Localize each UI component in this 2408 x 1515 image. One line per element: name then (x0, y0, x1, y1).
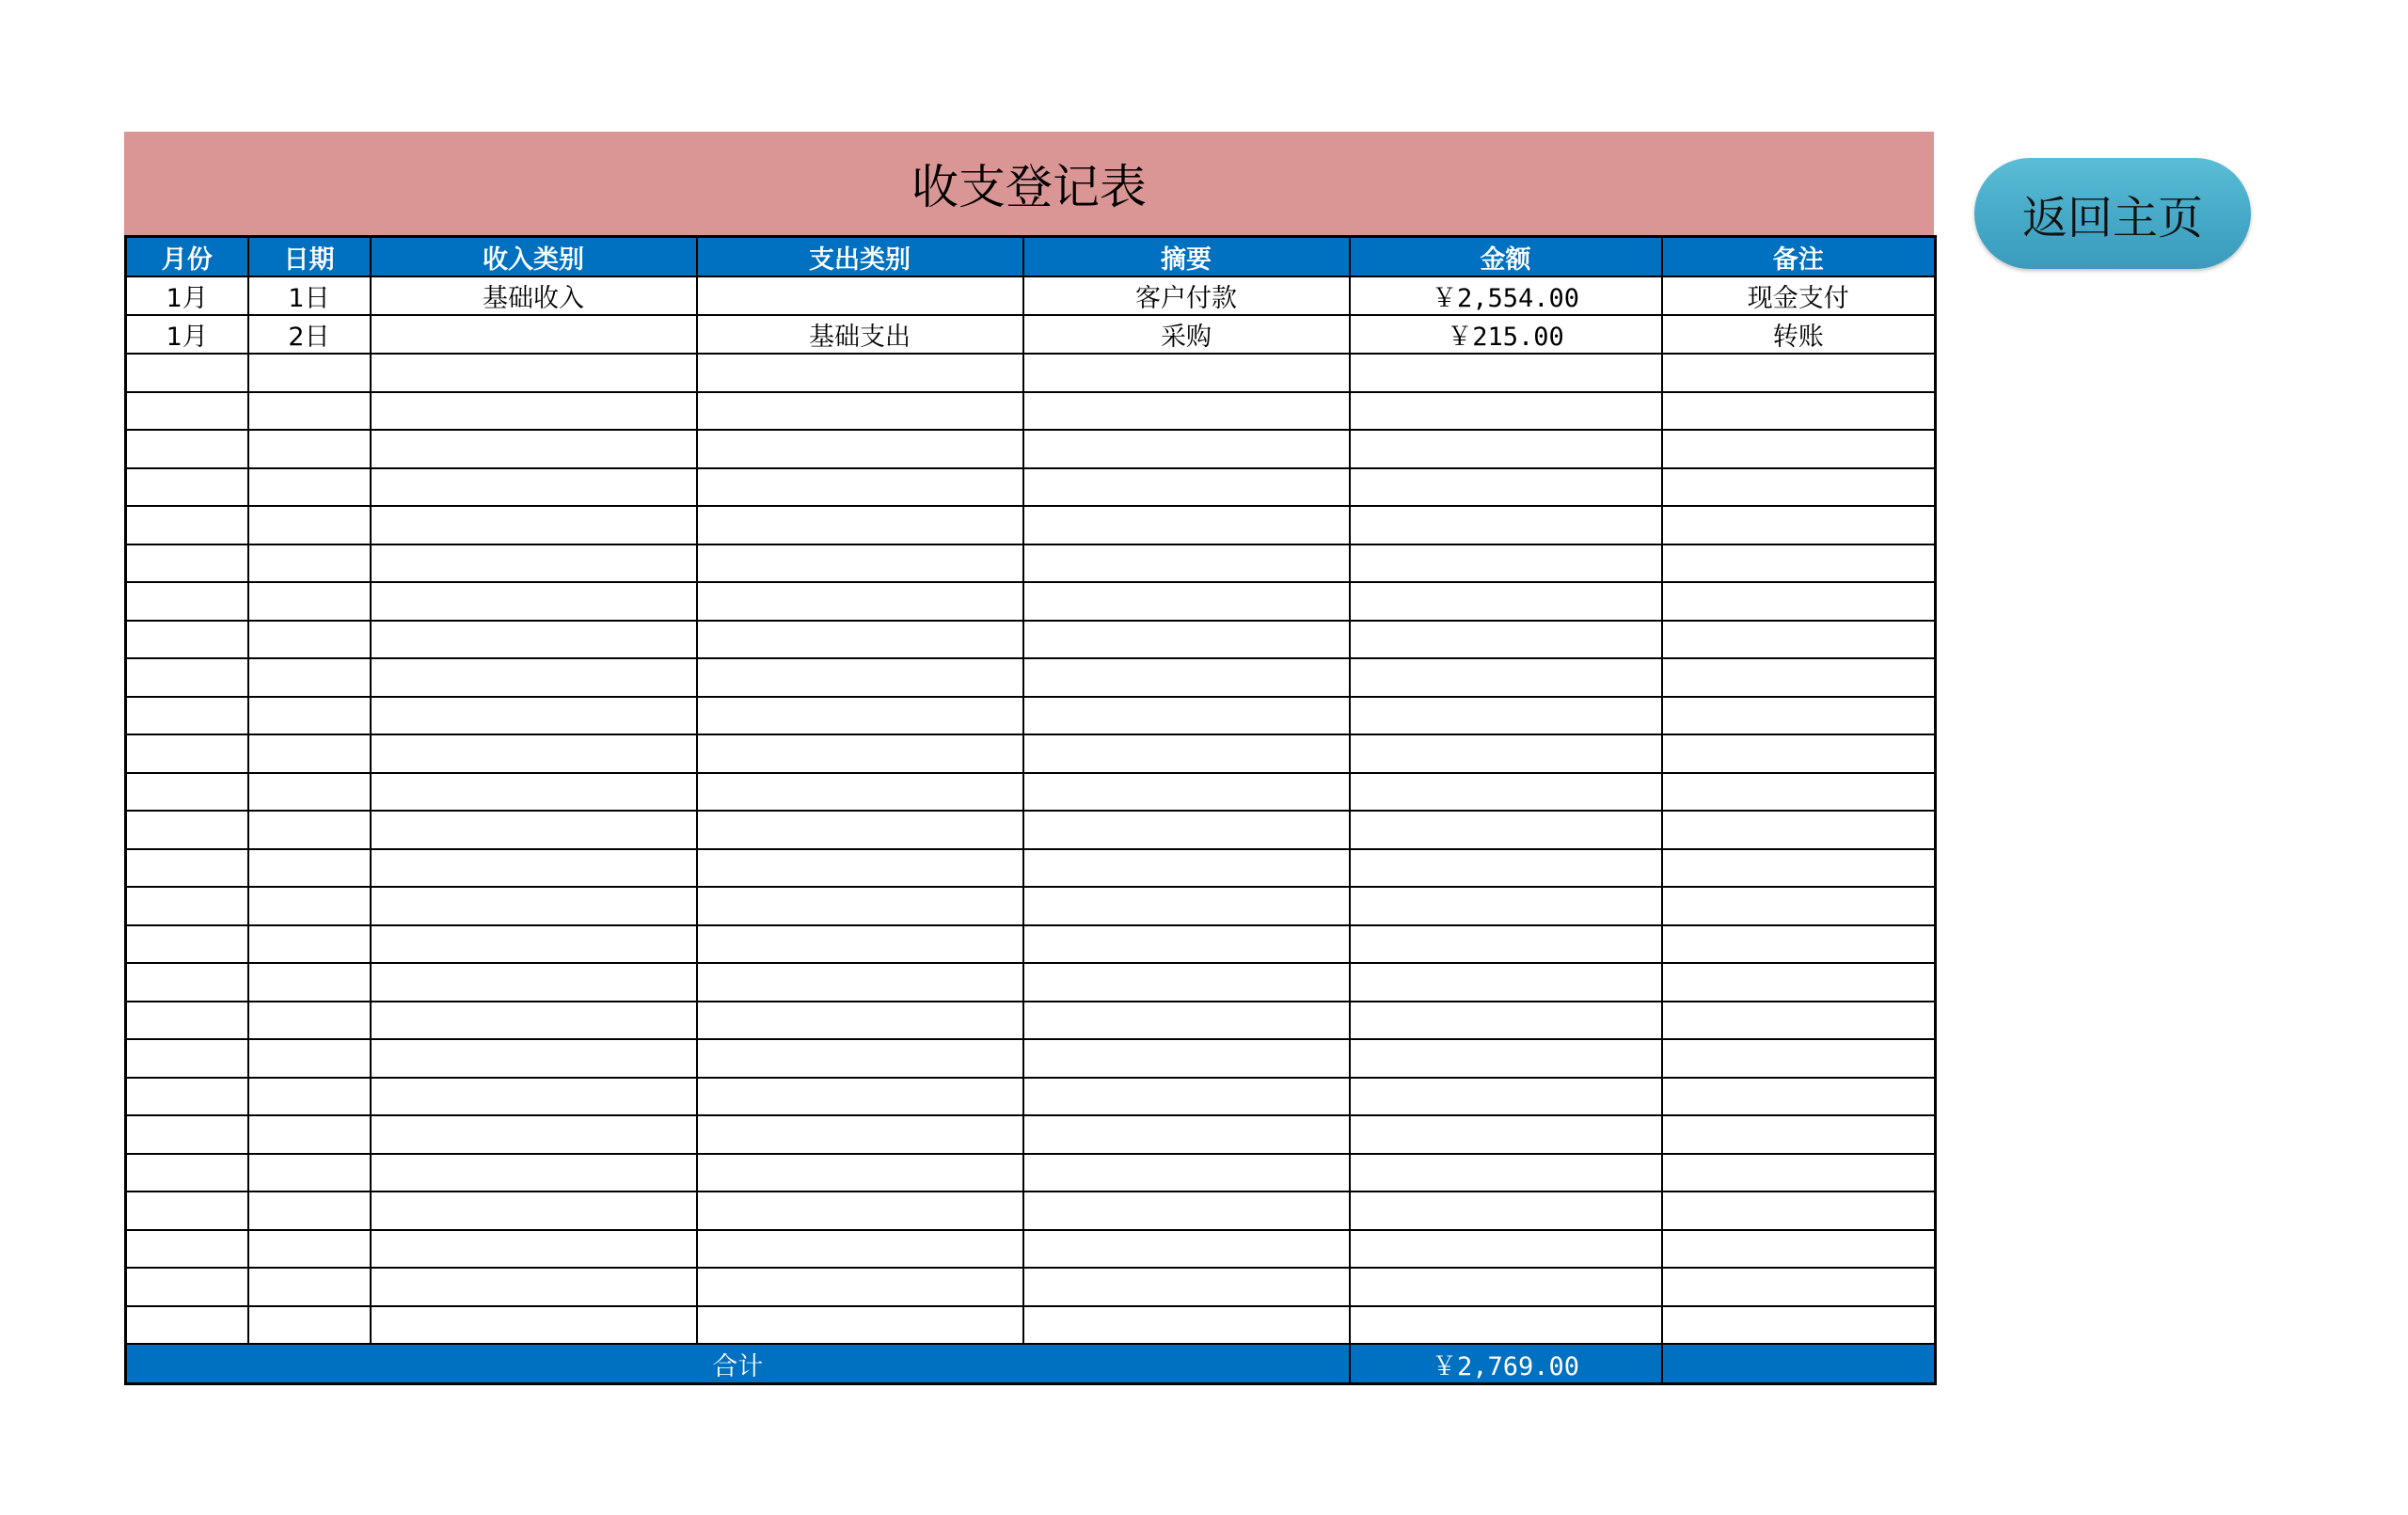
cell-day[interactable] (248, 773, 371, 812)
header-row (126, 237, 1936, 277)
cell-month[interactable] (126, 1078, 248, 1116)
cell-income-category[interactable] (371, 315, 697, 354)
cell-summary[interactable] (1023, 430, 1350, 468)
cell-month[interactable] (126, 1115, 248, 1154)
cell-remarks[interactable]: 转账 (1662, 315, 1936, 354)
table-row (126, 430, 1936, 468)
cell-amount[interactable] (1350, 621, 1662, 659)
cell-amount[interactable] (1350, 544, 1662, 583)
table-row (126, 621, 1936, 659)
cell-summary[interactable] (1023, 1230, 1350, 1269)
cell-amount[interactable] (1350, 468, 1662, 507)
cell-income-category[interactable] (371, 849, 697, 888)
cell-remarks[interactable] (1662, 925, 1936, 964)
cell-day[interactable] (248, 963, 371, 1002)
cell-amount[interactable] (1350, 773, 1662, 812)
cell-expense-category[interactable] (697, 1039, 1023, 1078)
cell-expense-category[interactable]: 基础支出 (697, 315, 1023, 354)
cell-day[interactable] (248, 887, 371, 925)
total-label-cell[interactable]: 合计 (126, 1344, 1350, 1384)
table-row (126, 276, 1936, 315)
table-row (126, 658, 1936, 697)
cell-summary[interactable] (1023, 392, 1350, 431)
cell-day[interactable] (248, 697, 371, 735)
cell-month[interactable] (126, 1306, 248, 1345)
cell-amount[interactable] (1350, 582, 1662, 621)
cell-income-category[interactable] (371, 925, 697, 964)
cell-day[interactable] (248, 1306, 371, 1345)
table-row (126, 1306, 1936, 1345)
cell-amount[interactable] (1350, 963, 1662, 1002)
cell-expense-category[interactable] (697, 1115, 1023, 1154)
cell-summary[interactable] (1023, 887, 1350, 925)
cell-income-category[interactable] (371, 1115, 697, 1154)
cell-income-category[interactable] (371, 887, 697, 925)
cell-income-category[interactable] (371, 544, 697, 583)
cell-expense-category[interactable] (697, 887, 1023, 925)
cell-income-category[interactable] (371, 1191, 697, 1230)
table-row (126, 734, 1936, 773)
cell-remarks[interactable] (1662, 658, 1936, 697)
cell-amount[interactable] (1350, 1306, 1662, 1345)
cell-summary[interactable] (1023, 697, 1350, 735)
cell-income-category[interactable]: 基础收入 (371, 276, 697, 315)
cell-month[interactable] (126, 354, 248, 392)
cell-expense-category[interactable] (697, 430, 1023, 468)
cell-income-category[interactable] (371, 963, 697, 1002)
cell-expense-category[interactable] (697, 354, 1023, 392)
cell-expense-category[interactable] (697, 963, 1023, 1002)
column-header-month[interactable]: 月份 (126, 237, 248, 277)
cell-day[interactable] (248, 1115, 371, 1154)
cell-remarks[interactable] (1662, 963, 1936, 1002)
cell-month[interactable] (126, 468, 248, 507)
column-header-income-category[interactable]: 收入类别 (371, 237, 697, 277)
cell-remarks[interactable] (1662, 1154, 1936, 1192)
cell-day[interactable] (248, 621, 371, 659)
cell-month[interactable] (126, 1002, 248, 1040)
cell-amount[interactable]: ￥2,554.00 (1350, 276, 1662, 315)
cell-remarks[interactable] (1662, 734, 1936, 773)
cell-month[interactable] (126, 811, 248, 849)
table-row (126, 315, 1936, 354)
cell-remarks[interactable] (1662, 1191, 1936, 1230)
cell-income-category[interactable] (371, 697, 697, 735)
table-row (126, 773, 1936, 812)
cell-day[interactable] (248, 354, 371, 392)
cell-remarks[interactable] (1662, 773, 1936, 812)
cell-month[interactable] (126, 658, 248, 697)
cell-summary[interactable] (1023, 925, 1350, 964)
cell-remarks[interactable] (1662, 1039, 1936, 1078)
cell-summary[interactable] (1023, 354, 1350, 392)
cell-month[interactable] (126, 582, 248, 621)
column-header-remarks[interactable]: 备注 (1662, 237, 1936, 277)
cell-remarks[interactable] (1662, 621, 1936, 659)
total-amount-cell[interactable]: ￥2,769.00 (1350, 1344, 1662, 1384)
cell-amount[interactable] (1350, 1230, 1662, 1269)
cell-expense-category[interactable] (697, 468, 1023, 507)
cell-amount[interactable]: ￥215.00 (1350, 315, 1662, 354)
return-home-button[interactable]: 返回主页 (1974, 158, 2251, 269)
cell-day[interactable] (248, 925, 371, 964)
cell-expense-category[interactable] (697, 544, 1023, 583)
cell-expense-category[interactable] (697, 734, 1023, 773)
cell-day[interactable] (248, 1002, 371, 1040)
cell-remarks[interactable] (1662, 1230, 1936, 1269)
cell-month[interactable] (126, 1039, 248, 1078)
cell-day[interactable] (248, 1154, 371, 1192)
cell-remarks[interactable] (1662, 582, 1936, 621)
cell-summary[interactable] (1023, 1115, 1350, 1154)
cell-amount[interactable] (1350, 811, 1662, 849)
column-header-summary[interactable]: 摘要 (1023, 237, 1350, 277)
cell-amount[interactable] (1350, 354, 1662, 392)
column-header-day[interactable]: 日期 (248, 237, 371, 277)
cell-amount[interactable] (1350, 392, 1662, 431)
cell-month[interactable]: 1月 (126, 315, 248, 354)
cell-summary[interactable] (1023, 849, 1350, 888)
cell-expense-category[interactable] (697, 506, 1023, 544)
table-row (126, 1268, 1936, 1306)
cell-day[interactable]: 2日 (248, 315, 371, 354)
cell-month[interactable] (126, 506, 248, 544)
cell-income-category[interactable] (371, 1002, 697, 1040)
cell-day[interactable]: 1日 (248, 276, 371, 315)
cell-summary[interactable] (1023, 1039, 1350, 1078)
cell-amount[interactable] (1350, 506, 1662, 544)
cell-month[interactable] (126, 925, 248, 964)
cell-day[interactable] (248, 392, 371, 431)
cell-summary[interactable] (1023, 811, 1350, 849)
cell-summary[interactable] (1023, 734, 1350, 773)
cell-summary[interactable] (1023, 544, 1350, 583)
cell-expense-category[interactable] (697, 1306, 1023, 1345)
cell-day[interactable] (248, 468, 371, 507)
cell-amount[interactable] (1350, 849, 1662, 888)
cell-expense-category[interactable] (697, 582, 1023, 621)
cell-summary[interactable] (1023, 1002, 1350, 1040)
table-row (126, 697, 1936, 735)
cell-expense-category[interactable] (697, 621, 1023, 659)
cell-month[interactable] (126, 1268, 248, 1306)
cell-month[interactable] (126, 430, 248, 468)
cell-day[interactable] (248, 734, 371, 773)
table-row (126, 1002, 1936, 1040)
sheet-title: 收支登记表 (124, 132, 1934, 235)
cell-expense-category[interactable] (697, 276, 1023, 315)
table-row (126, 811, 1936, 849)
ledger-table (124, 235, 1937, 1385)
cell-month[interactable] (126, 392, 248, 431)
cell-amount[interactable] (1350, 1154, 1662, 1192)
cell-month[interactable] (126, 773, 248, 812)
table-row (126, 1154, 1936, 1192)
cell-summary[interactable] (1023, 1268, 1350, 1306)
cell-income-category[interactable] (371, 1039, 697, 1078)
table-row (126, 1115, 1936, 1154)
cell-remarks[interactable] (1662, 849, 1936, 888)
table-row (126, 392, 1936, 431)
cell-summary[interactable] (1023, 1078, 1350, 1116)
cell-day[interactable] (248, 811, 371, 849)
cell-expense-category[interactable] (697, 1191, 1023, 1230)
cell-income-category[interactable] (371, 734, 697, 773)
cell-amount[interactable] (1350, 658, 1662, 697)
cell-income-category[interactable] (371, 1154, 697, 1192)
cell-income-category[interactable] (371, 506, 697, 544)
cell-day[interactable] (248, 1191, 371, 1230)
cell-month[interactable] (126, 697, 248, 735)
cell-summary[interactable] (1023, 773, 1350, 812)
cell-month[interactable]: 1月 (126, 276, 248, 315)
cell-expense-category[interactable] (697, 811, 1023, 849)
cell-day[interactable] (248, 1230, 371, 1269)
cell-month[interactable] (126, 1191, 248, 1230)
cell-summary[interactable]: 客户付款 (1023, 276, 1350, 315)
cell-amount[interactable] (1350, 1191, 1662, 1230)
cell-expense-category[interactable] (697, 849, 1023, 888)
cell-summary[interactable] (1023, 1306, 1350, 1345)
cell-remarks[interactable] (1662, 506, 1936, 544)
cell-amount[interactable] (1350, 697, 1662, 735)
table-row (126, 1191, 1936, 1230)
cell-day[interactable] (248, 849, 371, 888)
cell-income-category[interactable] (371, 430, 697, 468)
cell-income-category[interactable] (371, 773, 697, 812)
table-row (126, 849, 1936, 888)
cell-expense-category[interactable] (697, 1002, 1023, 1040)
cell-month[interactable] (126, 887, 248, 925)
cell-remarks[interactable] (1662, 1002, 1936, 1040)
cell-summary[interactable] (1023, 506, 1350, 544)
cell-income-category[interactable] (371, 1306, 697, 1345)
cell-income-category[interactable] (371, 658, 697, 697)
cell-remarks[interactable] (1662, 430, 1936, 468)
cell-summary[interactable] (1023, 582, 1350, 621)
cell-expense-category[interactable] (697, 1268, 1023, 1306)
cell-expense-category[interactable] (697, 697, 1023, 735)
total-row (126, 1344, 1936, 1384)
cell-remarks[interactable] (1662, 544, 1936, 583)
cell-remarks[interactable] (1662, 468, 1936, 507)
cell-summary[interactable] (1023, 963, 1350, 1002)
cell-remarks[interactable] (1662, 811, 1936, 849)
ledger-sheet (124, 132, 1934, 1385)
ledger-body (126, 276, 1936, 1344)
cell-income-category[interactable] (371, 354, 697, 392)
cell-day[interactable] (248, 658, 371, 697)
cell-remarks[interactable] (1662, 392, 1936, 431)
cell-expense-category[interactable] (697, 392, 1023, 431)
cell-income-category[interactable] (371, 621, 697, 659)
cell-summary[interactable] (1023, 1191, 1350, 1230)
table-row (126, 1039, 1936, 1078)
cell-month[interactable] (126, 544, 248, 583)
cell-amount[interactable] (1350, 734, 1662, 773)
table-row (126, 1230, 1936, 1269)
cell-income-category[interactable] (371, 468, 697, 507)
cell-amount[interactable] (1350, 1078, 1662, 1116)
cell-expense-category[interactable] (697, 773, 1023, 812)
table-row (126, 963, 1936, 1002)
cell-income-category[interactable] (371, 582, 697, 621)
cell-income-category[interactable] (371, 811, 697, 849)
cell-month[interactable] (126, 621, 248, 659)
cell-amount[interactable] (1350, 1002, 1662, 1040)
cell-remarks[interactable]: 现金支付 (1662, 276, 1936, 315)
total-note-cell[interactable] (1662, 1344, 1936, 1384)
cell-expense-category[interactable] (697, 1230, 1023, 1269)
cell-month[interactable] (126, 963, 248, 1002)
cell-amount[interactable] (1350, 1039, 1662, 1078)
cell-summary[interactable] (1023, 468, 1350, 507)
table-row (126, 887, 1936, 925)
cell-amount[interactable] (1350, 1268, 1662, 1306)
cell-summary[interactable] (1023, 658, 1350, 697)
table-row (126, 468, 1936, 507)
cell-day[interactable] (248, 544, 371, 583)
cell-remarks[interactable] (1662, 1268, 1936, 1306)
cell-income-category[interactable] (371, 392, 697, 431)
cell-remarks[interactable] (1662, 697, 1936, 735)
cell-day[interactable] (248, 1039, 371, 1078)
column-header-expense-category[interactable]: 支出类别 (697, 237, 1023, 277)
cell-income-category[interactable] (371, 1268, 697, 1306)
cell-expense-category[interactable] (697, 925, 1023, 964)
table-row (126, 582, 1936, 621)
table-row (126, 506, 1936, 544)
cell-day[interactable] (248, 430, 371, 468)
cell-day[interactable] (248, 582, 371, 621)
cell-amount[interactable] (1350, 925, 1662, 964)
cell-month[interactable] (126, 1154, 248, 1192)
cell-day[interactable] (248, 506, 371, 544)
table-row (126, 544, 1936, 583)
cell-amount[interactable] (1350, 1115, 1662, 1154)
table-row (126, 354, 1936, 392)
cell-income-category[interactable] (371, 1078, 697, 1116)
cell-day[interactable] (248, 1268, 371, 1306)
cell-amount[interactable] (1350, 430, 1662, 468)
cell-remarks[interactable] (1662, 1115, 1936, 1154)
cell-expense-category[interactable] (697, 1078, 1023, 1116)
cell-remarks[interactable] (1662, 887, 1936, 925)
cell-income-category[interactable] (371, 1230, 697, 1269)
cell-month[interactable] (126, 849, 248, 888)
cell-summary[interactable] (1023, 621, 1350, 659)
cell-month[interactable] (126, 734, 248, 773)
table-row (126, 1078, 1936, 1116)
cell-summary[interactable] (1023, 1154, 1350, 1192)
cell-amount[interactable] (1350, 887, 1662, 925)
cell-remarks[interactable] (1662, 354, 1936, 392)
cell-month[interactable] (126, 1230, 248, 1269)
cell-day[interactable] (248, 1078, 371, 1116)
cell-summary[interactable]: 采购 (1023, 315, 1350, 354)
cell-remarks[interactable] (1662, 1306, 1936, 1345)
cell-expense-category[interactable] (697, 658, 1023, 697)
cell-remarks[interactable] (1662, 1078, 1936, 1116)
column-header-amount[interactable]: 金额 (1350, 237, 1662, 277)
cell-expense-category[interactable] (697, 1154, 1023, 1192)
table-row (126, 925, 1936, 964)
